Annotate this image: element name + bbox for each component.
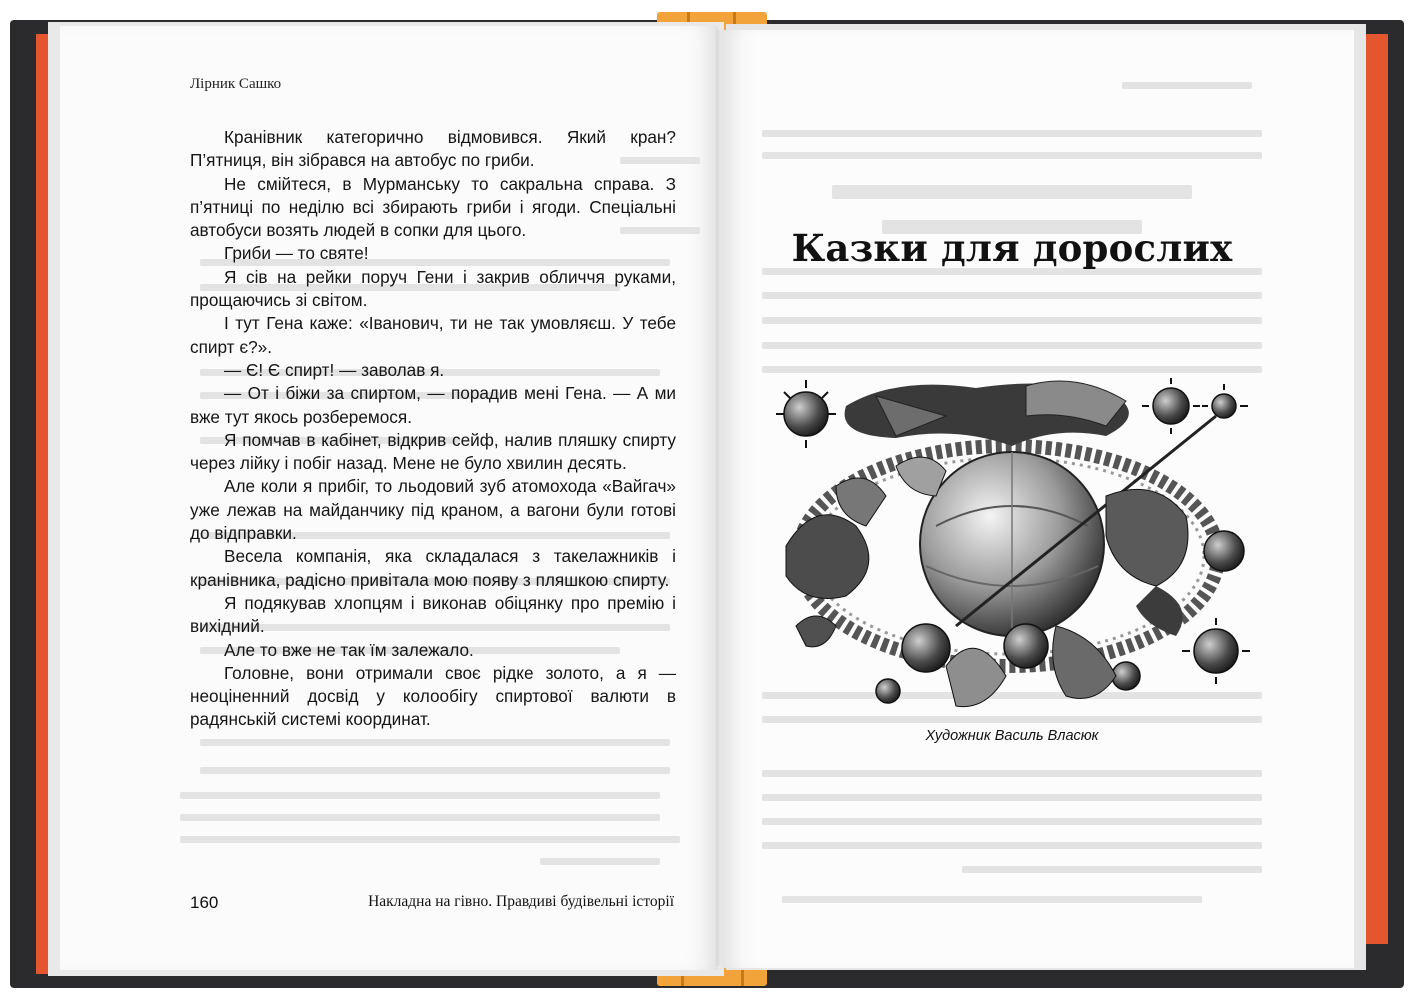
body-text: [190, 126, 676, 732]
dialogue-line: — Є! Є спирт! — заволав я.: [224, 359, 445, 380]
planet-illustration-icon: [776, 376, 1254, 716]
paragraph: Але коли я прибіг, то льодовий зуб атомохода «Вайгач» уже лежав на майданчику під краном, а вагони були готові до відправки.: [190, 476, 676, 544]
paragraph: Я помчав в кабінет, відкрив сейф, налив пляшку спирту через лійку і побіг назад. Мене не було хвилин десять.: [190, 429, 676, 474]
paragraph: Головне, вони отримали своє рідке золото, а я — неоціненний досвід у колообігу спиртової валюти в радянській системі координат.: [190, 662, 676, 730]
dialogue-line: — От і біжи за спиртом, — порадив мені Гена. — А ми вже тут якось розберемося.: [190, 383, 676, 427]
paragraph: Я сів на рейки поруч Гени і закрив обличчя руками, прощаючись зі світом.: [190, 266, 676, 311]
page-number: 160: [190, 893, 219, 912]
paragraph: Кранівник категорично відмовився. Який кран? П’ятниця, він зібрався на автобус по гриби.: [190, 127, 676, 171]
paragraph: Не смійтеся, в Мурманську то сакральна справа. З п’ятниці по неділю всі збирають гриби і ягоди. Спеціальні автобуси возять людей в сопки для цього.: [190, 173, 676, 241]
book-title-footer: Накладна на гівно. Правдиві будівельні історії: [368, 893, 674, 910]
paragraph: Але то вже не так їм залежало.: [224, 639, 474, 660]
paragraph: І тут Гена каже: «Іванович, ти не так умовляєш. У тебе спирт є?».: [190, 313, 676, 357]
illustration-caption: Художник Василь Власюк: [925, 728, 1099, 744]
paragraph: Я подякував хлопцям і виконав обіцянку про премію і вихідний.: [190, 592, 676, 637]
running-head: Лірник Сашко: [190, 76, 282, 92]
chapter-title: Казки для дорослих: [791, 226, 1233, 270]
paragraph: Весела компанія, яка складалася з такелажників і кранівника, радісно привітала мою появу з пляшкою спирту.: [190, 546, 676, 590]
paragraph: Гриби — то святе!: [224, 243, 369, 264]
